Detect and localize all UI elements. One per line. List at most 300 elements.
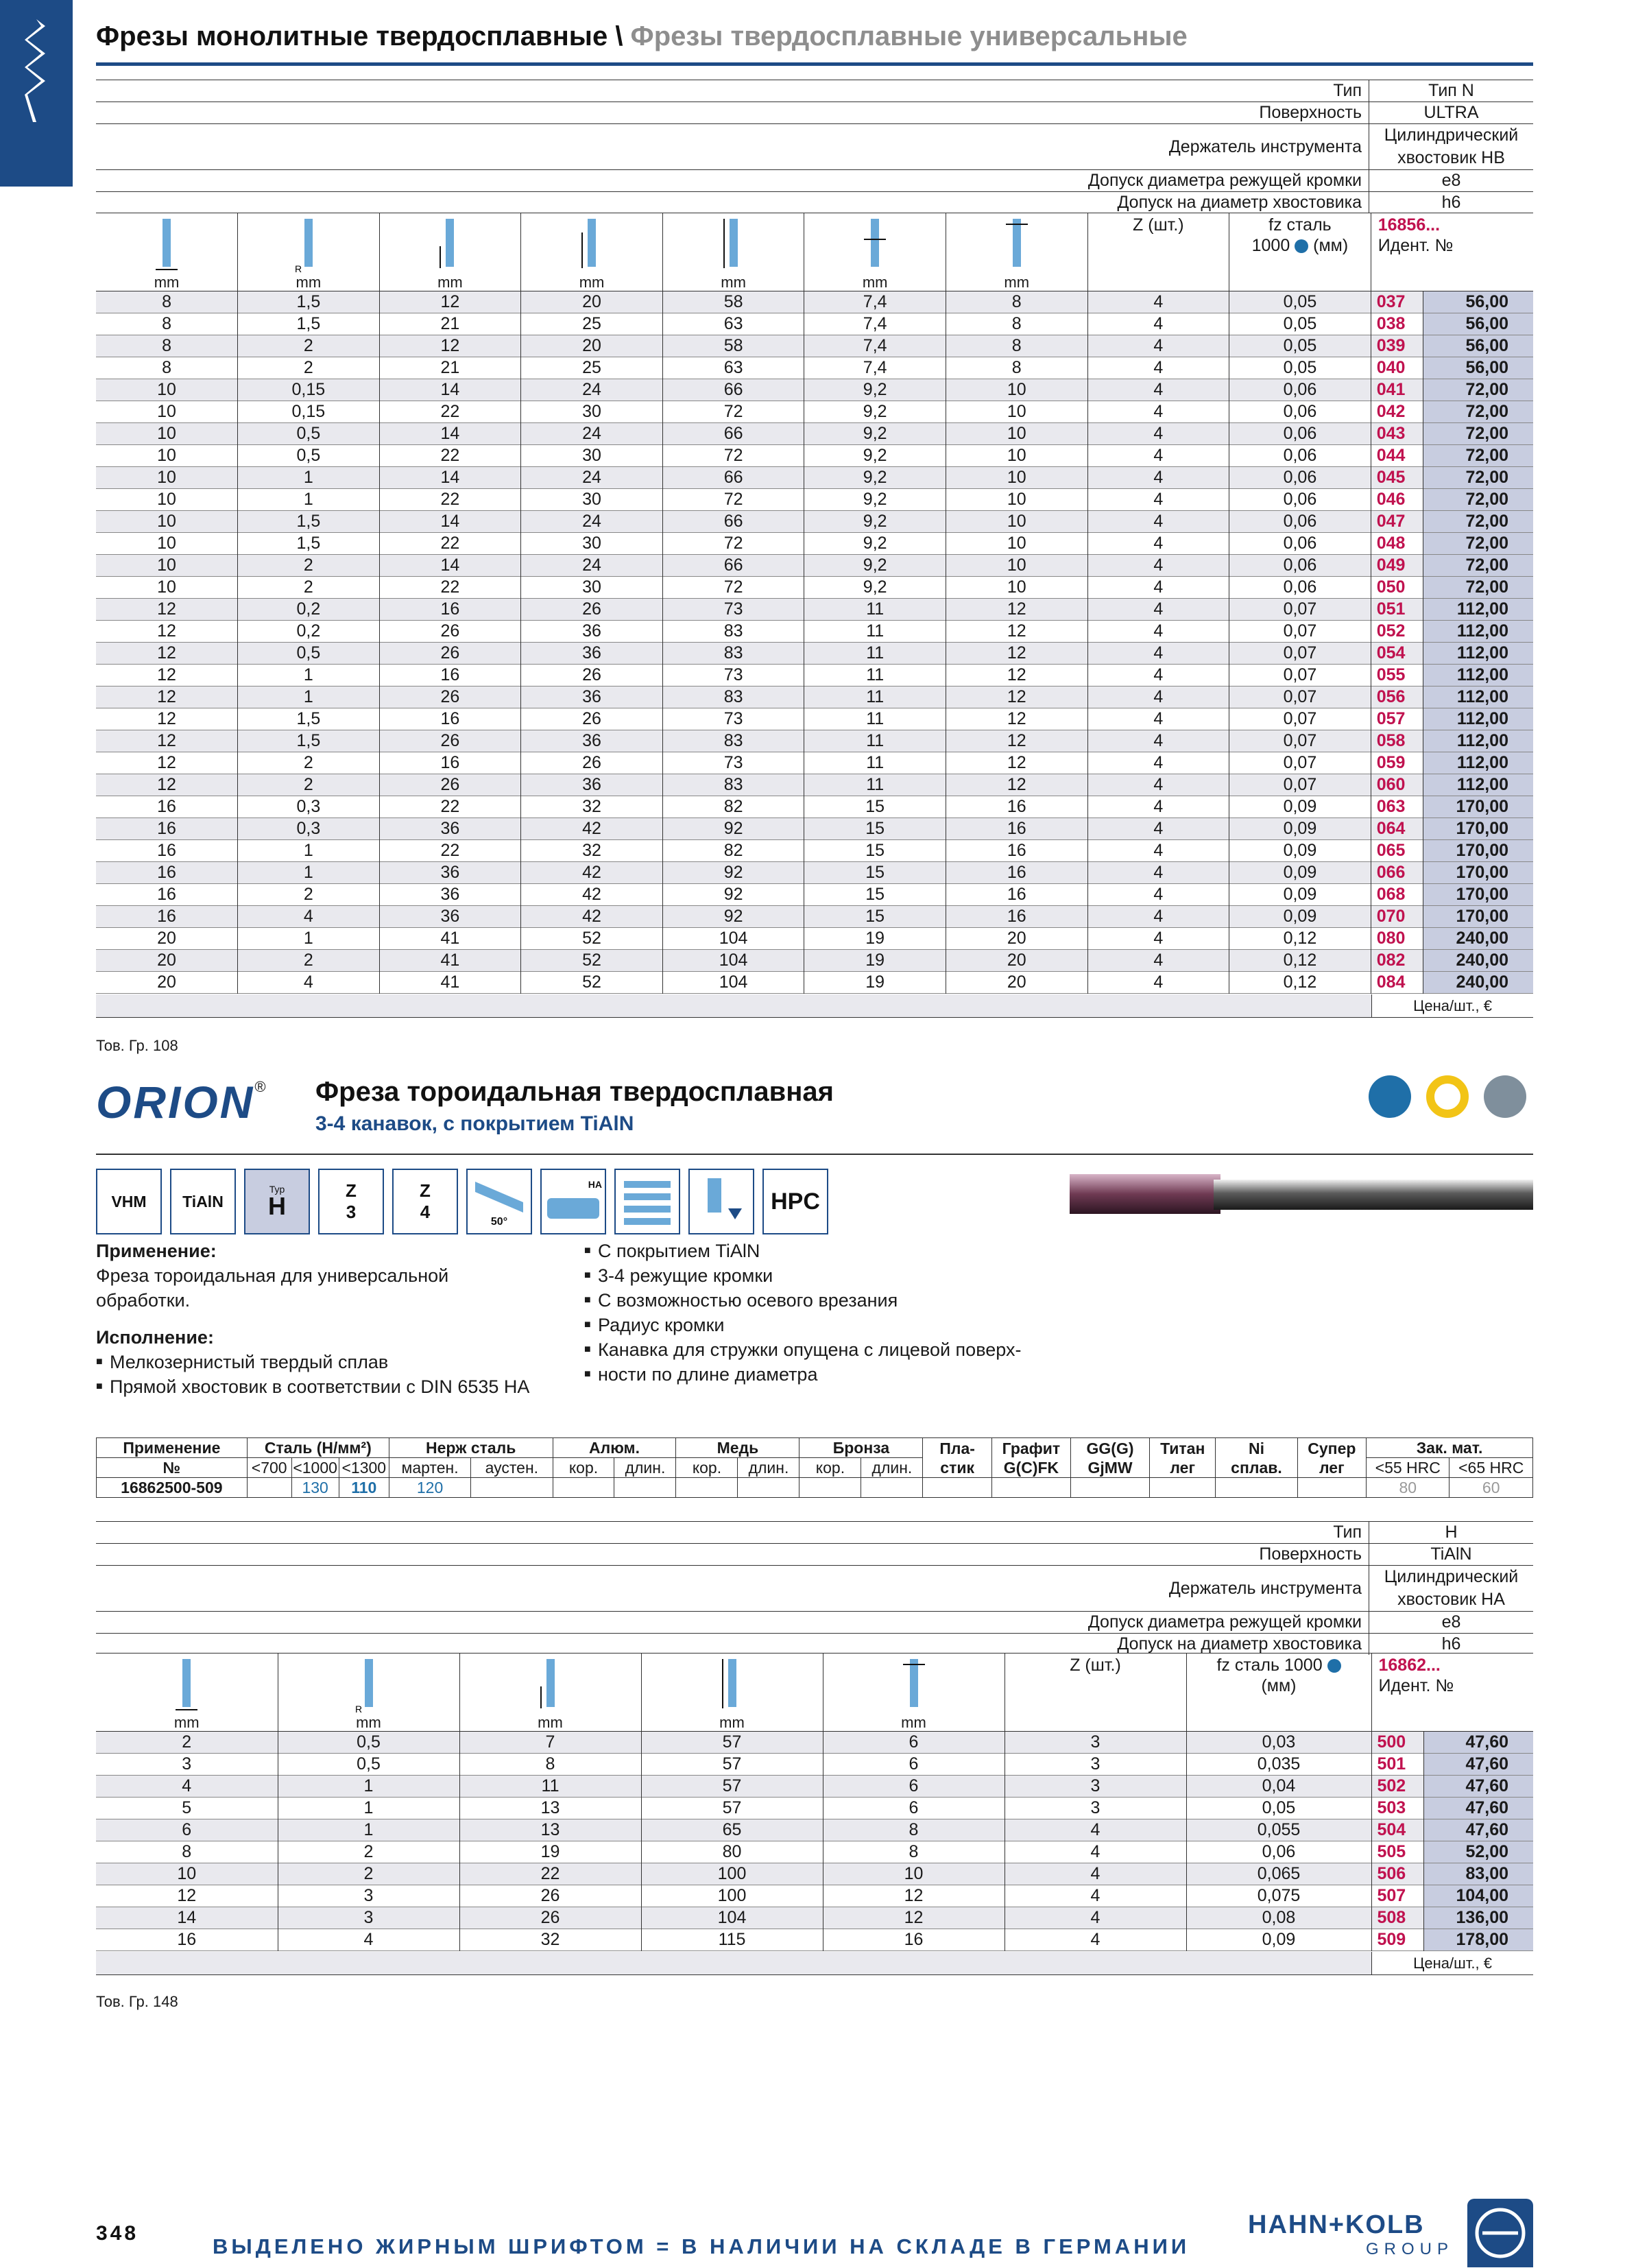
mat-h-plast: Пла- стик xyxy=(923,1438,991,1478)
cell: 0,05 xyxy=(1229,291,1371,313)
ident-code: 064 xyxy=(1371,818,1423,840)
price: 240,00 xyxy=(1423,950,1533,972)
cell: 1 xyxy=(278,1798,459,1819)
cell: 8 xyxy=(162,314,171,333)
cell: 0,2 xyxy=(238,621,380,643)
ident-code: 500 xyxy=(1371,1732,1423,1754)
holder-value: Цилиндрический хвостовик НВ xyxy=(1369,124,1533,169)
type-label: Тип xyxy=(1333,1523,1362,1542)
type-value: Тип N xyxy=(1369,80,1533,102)
table-row xyxy=(96,511,1533,533)
table-row xyxy=(96,972,1533,994)
cell: 10 xyxy=(946,467,1087,489)
cell: 6 xyxy=(823,1732,1005,1754)
cell: 72 xyxy=(662,489,804,511)
cell: 57 xyxy=(641,1776,823,1798)
price: 170,00 xyxy=(1423,840,1533,862)
cell: 0,07 xyxy=(1229,599,1371,621)
price: 47,60 xyxy=(1423,1798,1533,1819)
cell: 36 xyxy=(379,862,521,884)
price: 47,60 xyxy=(1423,1819,1533,1841)
cell: 0,07 xyxy=(1229,621,1371,643)
cell: 26 xyxy=(521,665,663,687)
cell: 11 xyxy=(804,752,946,774)
cell: 0,06 xyxy=(1229,445,1371,467)
cell: 104 xyxy=(662,972,804,994)
page-title: Фрезы монолитные твердосплавные \ Фрезы твердосплавные универсальные xyxy=(96,21,1188,51)
cell: 8 xyxy=(946,335,1087,357)
ident-code: 503 xyxy=(1371,1798,1423,1819)
cell: 1 xyxy=(238,687,380,708)
cell: 10 xyxy=(157,380,176,399)
cell: 4 xyxy=(1087,796,1229,818)
feature-item: ■ С покрытием TiAlN xyxy=(584,1239,1021,1263)
table-row xyxy=(96,379,1533,401)
cell: 2 xyxy=(238,774,380,796)
cell: 10 xyxy=(157,556,176,575)
tol-cut-value: e8 xyxy=(1369,1612,1533,1633)
cell: 14 xyxy=(379,511,521,533)
ident-code: 508 xyxy=(1371,1907,1423,1929)
cell: 12 xyxy=(946,621,1087,643)
cell: 2 xyxy=(182,1732,192,1752)
cell: 0,06 xyxy=(1229,401,1371,423)
application-text-1: Фреза тороидальная для универсальной xyxy=(96,1265,449,1286)
price: 112,00 xyxy=(1423,687,1533,708)
cell: 0,07 xyxy=(1229,708,1371,730)
cell: 66 xyxy=(662,467,804,489)
cell: 4 xyxy=(1087,313,1229,335)
cell: 12 xyxy=(946,752,1087,774)
cell: 0,07 xyxy=(1229,687,1371,708)
price: 56,00 xyxy=(1423,357,1533,379)
feature-item: ■ Радиус кромки xyxy=(584,1313,1021,1337)
ident-code: 070 xyxy=(1371,906,1423,928)
cell: 22 xyxy=(379,840,521,862)
price: 170,00 xyxy=(1423,862,1533,884)
cell: 0,03 xyxy=(1186,1732,1371,1754)
cell: 4 xyxy=(1087,730,1229,752)
cell: 0,2 xyxy=(238,599,380,621)
cell: 14 xyxy=(379,555,521,577)
cell: 30 xyxy=(521,489,663,511)
cell: 20 xyxy=(521,291,663,313)
cell: 26 xyxy=(459,1907,641,1929)
cell: 73 xyxy=(662,708,804,730)
cell: 7,4 xyxy=(804,335,946,357)
shank-diameter-icon xyxy=(900,1659,928,1714)
tialn-badge: TiAlN xyxy=(170,1169,236,1234)
mat-code: 16862500-509 xyxy=(97,1478,248,1498)
ident-code: 504 xyxy=(1371,1819,1423,1841)
table-row xyxy=(96,577,1533,599)
cell: 4 xyxy=(278,1929,459,1951)
tol-cut-label: Допуск диаметра режущей кромки xyxy=(1087,1612,1362,1632)
vhm-badge: VHM xyxy=(96,1169,162,1234)
cell: 115 xyxy=(641,1929,823,1951)
cell: 0,09 xyxy=(1186,1929,1371,1951)
ident-code: 051 xyxy=(1371,599,1423,621)
mat-v-65hrc: 60 xyxy=(1449,1478,1533,1498)
cell: 4 xyxy=(1005,1841,1186,1863)
price: 112,00 xyxy=(1423,752,1533,774)
price: 56,00 xyxy=(1423,335,1533,357)
cell: 36 xyxy=(521,621,663,643)
steel-dot-icon xyxy=(1295,239,1308,253)
diameter-icon xyxy=(153,219,180,274)
cell: 0,3 xyxy=(238,818,380,840)
price: 112,00 xyxy=(1423,643,1533,665)
cutting-length-icon xyxy=(537,1659,564,1714)
cell: 14 xyxy=(379,467,521,489)
cell: 4 xyxy=(1087,423,1229,445)
cell: 2 xyxy=(238,335,380,357)
cell: 80 xyxy=(641,1841,823,1863)
cell: 12 xyxy=(157,731,176,750)
cell: 41 xyxy=(379,972,521,994)
cell: 16 xyxy=(946,884,1087,906)
cell: 10 xyxy=(157,468,176,487)
cell: 72 xyxy=(662,533,804,555)
orion-logo: ORION® xyxy=(96,1077,266,1127)
cell: 1,5 xyxy=(238,291,380,313)
reach-length-icon xyxy=(578,219,605,274)
cell: 16 xyxy=(823,1929,1005,1951)
cell: 2 xyxy=(238,577,380,599)
mat-v-1300: 110 xyxy=(339,1478,389,1498)
cell: 10 xyxy=(177,1864,197,1883)
plunge-icon xyxy=(688,1169,754,1234)
cell: 4 xyxy=(1087,291,1229,313)
company-logo: HAHN+KOLB GROUP xyxy=(1248,2210,1454,2258)
execution-item: ■ Мелкозернистый твердый сплав xyxy=(96,1350,529,1374)
cell: 7,4 xyxy=(804,291,946,313)
cell: 1 xyxy=(238,467,380,489)
cell: 10 xyxy=(823,1863,1005,1885)
cell: 0,5 xyxy=(278,1732,459,1754)
cell: 1 xyxy=(278,1776,459,1798)
cell: 12 xyxy=(946,599,1087,621)
cell: 8 xyxy=(182,1842,192,1861)
col-ident: 16862... Идент. № xyxy=(1371,1654,1533,1732)
cell: 15 xyxy=(804,796,946,818)
cell: 100 xyxy=(641,1885,823,1907)
cell: 7,4 xyxy=(804,357,946,379)
cell: 19 xyxy=(804,972,946,994)
cell: 32 xyxy=(521,796,663,818)
table-row xyxy=(96,445,1533,467)
cell: 92 xyxy=(662,884,804,906)
table-row xyxy=(96,357,1533,379)
ident-code: 057 xyxy=(1371,708,1423,730)
price: 240,00 xyxy=(1423,972,1533,994)
drill-icon xyxy=(19,19,53,122)
product-table-1 xyxy=(96,213,1533,994)
cell: 0,12 xyxy=(1229,950,1371,972)
cell: 52 xyxy=(521,928,663,950)
price: 72,00 xyxy=(1423,489,1533,511)
cell: 4 xyxy=(1087,533,1229,555)
mat-h-gg: GG(G) GjMW xyxy=(1070,1438,1149,1478)
table-row xyxy=(96,1819,1533,1841)
cell: 1 xyxy=(238,840,380,862)
price: 56,00 xyxy=(1423,291,1533,313)
cell: 12 xyxy=(379,291,521,313)
cell: 0,06 xyxy=(1229,577,1371,599)
price: 72,00 xyxy=(1423,445,1533,467)
cell: 73 xyxy=(662,752,804,774)
price-unit-1: Цена/шт., € xyxy=(1371,994,1533,1018)
cell: 26 xyxy=(521,599,663,621)
stainless-dot-icon xyxy=(1426,1075,1469,1118)
col-d1-icon: mm xyxy=(96,213,238,291)
tov-group-1: Тов. Гр. 108 xyxy=(96,1037,178,1054)
cell: 0,05 xyxy=(1229,357,1371,379)
cell: 3 xyxy=(278,1885,459,1907)
page-header xyxy=(96,19,1533,66)
cell: 30 xyxy=(521,445,663,467)
cell: 16 xyxy=(946,840,1087,862)
ident-code: 052 xyxy=(1371,621,1423,643)
diameter-icon xyxy=(173,1659,200,1714)
cell: 6 xyxy=(823,1754,1005,1776)
cell: 22 xyxy=(379,401,521,423)
total-length-icon xyxy=(719,1659,746,1714)
cell: 0,08 xyxy=(1186,1907,1371,1929)
ident-code: 509 xyxy=(1371,1929,1423,1951)
cell: 83 xyxy=(662,643,804,665)
cell: 104 xyxy=(662,928,804,950)
cell: 4 xyxy=(1005,1907,1186,1929)
cell: 0,06 xyxy=(1186,1841,1371,1863)
ident-code: 054 xyxy=(1371,643,1423,665)
ident-code: 082 xyxy=(1371,950,1423,972)
cell: 22 xyxy=(379,445,521,467)
cell: 16 xyxy=(379,599,521,621)
cell: 8 xyxy=(823,1841,1005,1863)
cell: 42 xyxy=(521,818,663,840)
ident-code: 059 xyxy=(1371,752,1423,774)
table-row xyxy=(96,291,1533,313)
table1-end xyxy=(96,994,1371,1018)
type-h-badge: Typ H xyxy=(244,1169,310,1234)
cell: 2 xyxy=(238,950,380,972)
table-row xyxy=(96,599,1533,621)
cell: 10 xyxy=(157,490,176,509)
cell: 10 xyxy=(946,555,1087,577)
divider xyxy=(96,1154,1533,1155)
cell: 6 xyxy=(182,1820,192,1839)
cell: 4 xyxy=(1087,335,1229,357)
cell: 14 xyxy=(379,423,521,445)
cell: 9,2 xyxy=(804,489,946,511)
price: 112,00 xyxy=(1423,621,1533,643)
cell: 24 xyxy=(521,423,663,445)
tol-shank-label: Допуск на диаметр хвостовика xyxy=(1117,193,1362,212)
cell: 11 xyxy=(804,708,946,730)
cell: 1 xyxy=(278,1819,459,1841)
table-row xyxy=(96,1754,1533,1776)
cell: 41 xyxy=(379,928,521,950)
cell: 32 xyxy=(521,840,663,862)
table-row xyxy=(96,423,1533,445)
cell: 16 xyxy=(157,797,176,816)
cell: 25 xyxy=(521,313,663,335)
cell: 20 xyxy=(521,335,663,357)
cell: 8 xyxy=(459,1754,641,1776)
cell: 42 xyxy=(521,862,663,884)
cell: 13 xyxy=(459,1798,641,1819)
cell: 0,06 xyxy=(1229,379,1371,401)
cell: 42 xyxy=(521,906,663,928)
col-r-icon: R mm xyxy=(278,1654,459,1732)
ident-code: 505 xyxy=(1371,1841,1423,1863)
cell: 0,09 xyxy=(1229,862,1371,884)
price: 112,00 xyxy=(1423,708,1533,730)
cell: 4 xyxy=(1087,555,1229,577)
price: 112,00 xyxy=(1423,665,1533,687)
hk-emblem-icon xyxy=(1467,2199,1533,2267)
cell: 22 xyxy=(379,489,521,511)
product-title: Фреза тороидальная твердосплавная xyxy=(315,1077,834,1107)
mat-h-copper: Медь xyxy=(676,1438,799,1458)
mat-h-app: Применение xyxy=(97,1438,248,1458)
cell: 10 xyxy=(157,402,176,421)
cell: 36 xyxy=(521,730,663,752)
table-row xyxy=(96,774,1533,796)
application-block xyxy=(96,1239,529,1399)
cell: 10 xyxy=(157,534,176,553)
cell: 4 xyxy=(1087,708,1229,730)
page-number: 348 xyxy=(96,2222,139,2245)
cell: 0,09 xyxy=(1229,796,1371,818)
cell: 25 xyxy=(521,357,663,379)
cell: 15 xyxy=(804,884,946,906)
helix-icon xyxy=(472,1175,527,1216)
cell: 12 xyxy=(157,687,176,706)
cell: 104 xyxy=(641,1907,823,1929)
cell: 20 xyxy=(946,928,1087,950)
price: 72,00 xyxy=(1423,533,1533,555)
stock-note: ВЫДЕЛЕНО ЖИРНЫМ ШРИФТОМ = В НАЛИЧИИ НА СКЛАДЕ В ГЕРМАНИИ xyxy=(213,2234,1190,2258)
cell: 4 xyxy=(1087,621,1229,643)
cell: 0,09 xyxy=(1229,884,1371,906)
cell: 8 xyxy=(823,1819,1005,1841)
cell: 22 xyxy=(379,533,521,555)
cell: 4 xyxy=(1087,972,1229,994)
holder-label: Держатель инструмента xyxy=(1168,1579,1362,1598)
cell: 32 xyxy=(459,1929,641,1951)
table-row xyxy=(96,665,1533,687)
feature-item: ■ Канавка для стружки опущена с лицевой поверх- xyxy=(584,1337,1021,1362)
cell: 36 xyxy=(379,884,521,906)
cell: 10 xyxy=(946,379,1087,401)
cell: 4 xyxy=(1087,357,1229,379)
table2-end xyxy=(96,1952,1371,1975)
table-row xyxy=(96,1929,1533,1951)
col-z: Z (шт.) xyxy=(1005,1654,1186,1732)
cell: 24 xyxy=(521,555,663,577)
cell: 0,05 xyxy=(1186,1798,1371,1819)
cell: 24 xyxy=(521,379,663,401)
neck-diameter-icon xyxy=(861,219,889,274)
toroidal-mill-image xyxy=(1070,1170,1533,1218)
cell: 4 xyxy=(1087,840,1229,862)
mat-h-hard: Зак. мат. xyxy=(1367,1438,1533,1458)
cell: 4 xyxy=(1087,687,1229,708)
cell: 82 xyxy=(662,796,804,818)
cell: 6 xyxy=(823,1776,1005,1798)
helix-angle-badge: 50° xyxy=(466,1169,532,1234)
cell: 16 xyxy=(946,818,1087,840)
mat-h-alu: Алюм. xyxy=(553,1438,676,1458)
cell: 36 xyxy=(379,906,521,928)
cell: 0,035 xyxy=(1186,1754,1371,1776)
ident-code: 048 xyxy=(1371,533,1423,555)
cell: 16 xyxy=(157,819,176,838)
type-label: Тип xyxy=(1333,81,1362,100)
cell: 12 xyxy=(946,708,1087,730)
cell: 12 xyxy=(157,753,176,772)
cell: 72 xyxy=(662,577,804,599)
cell: 0,07 xyxy=(1229,730,1371,752)
cell: 92 xyxy=(662,818,804,840)
cell: 12 xyxy=(157,775,176,794)
application-text-2: обработки. xyxy=(96,1290,191,1311)
cell: 11 xyxy=(804,665,946,687)
cell: 4 xyxy=(1087,467,1229,489)
mat-v-55hrc: 80 xyxy=(1367,1478,1449,1498)
feature-item: ■ 3-4 режущие кромки xyxy=(584,1263,1021,1288)
cell: 4 xyxy=(1087,665,1229,687)
cell: 9,2 xyxy=(804,445,946,467)
svg-text:R: R xyxy=(294,263,302,274)
cell: 42 xyxy=(521,884,663,906)
ident-code: 042 xyxy=(1371,401,1423,423)
cell: 16 xyxy=(946,796,1087,818)
cell: 15 xyxy=(804,862,946,884)
cell: 0,04 xyxy=(1186,1776,1371,1798)
col-d2-icon: mm xyxy=(804,213,946,291)
cell: 16 xyxy=(379,752,521,774)
cell: 1,5 xyxy=(238,511,380,533)
price: 47,60 xyxy=(1423,1754,1533,1776)
cell: 20 xyxy=(157,951,176,970)
cell: 21 xyxy=(379,357,521,379)
mat-v-mart: 120 xyxy=(389,1478,470,1498)
cell: 0,075 xyxy=(1186,1885,1371,1907)
cell: 63 xyxy=(662,313,804,335)
cell: 4 xyxy=(1005,1885,1186,1907)
mat-h-ni: Ni сплав. xyxy=(1216,1438,1297,1478)
cell: 4 xyxy=(1087,445,1229,467)
execution-item: ■ Прямой хвостовик в соответствии с DIN 6535 HA xyxy=(96,1374,529,1399)
cell: 0,06 xyxy=(1229,467,1371,489)
cell: 0,055 xyxy=(1186,1819,1371,1841)
cell: 0,12 xyxy=(1229,972,1371,994)
cell: 15 xyxy=(804,818,946,840)
cell: 1 xyxy=(238,489,380,511)
price-unit-2: Цена/шт., € xyxy=(1371,1952,1533,1975)
cell: 4 xyxy=(1087,401,1229,423)
price: 72,00 xyxy=(1423,401,1533,423)
cell: 16 xyxy=(157,863,176,882)
col-z: Z (шт.) xyxy=(1087,213,1229,291)
cell: 0,06 xyxy=(1229,555,1371,577)
surface-value: TiAlN xyxy=(1369,1544,1533,1565)
cell: 8 xyxy=(946,313,1087,335)
cell: 2 xyxy=(278,1863,459,1885)
